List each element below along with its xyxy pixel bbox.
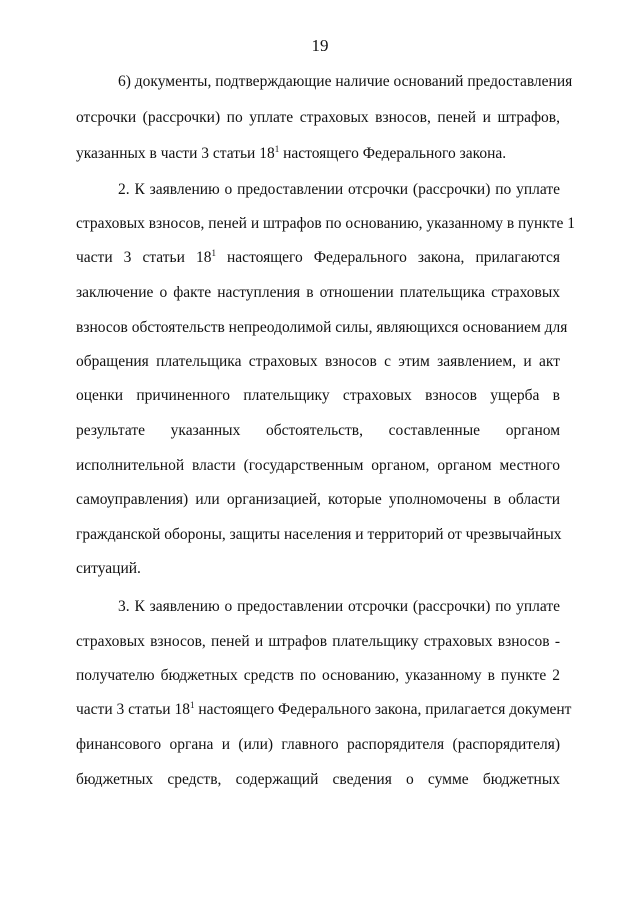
item6-line-2: отсрочки (рассрочки) по уплате страховых взносов, пеней и штрафов, bbox=[76, 109, 560, 126]
para3-line-5: финансового органа и (или) главного распорядителя (распорядителя) bbox=[76, 736, 560, 753]
page-number: 19 bbox=[311, 36, 329, 55]
para3-line-1: 3. К заявлению о предоставлении отсрочки (рассрочки) по уплате bbox=[118, 598, 560, 615]
para2-line-11: гражданской обороны, защиты населения и территорий от чрезвычайных bbox=[76, 526, 562, 543]
para2-line-3-superscript: 1 bbox=[211, 248, 216, 258]
para3-line-4-text: части 3 статьи 18 bbox=[76, 701, 190, 718]
item6-line-3-superscript: 1 bbox=[274, 144, 280, 154]
para2-line-3-text: части 3 статьи 18 bbox=[76, 249, 212, 266]
para2-line-2: страховых взносов, пеней и штрафов по основанию, указанному в пункте 1 bbox=[76, 215, 575, 232]
para2-line-3 bbox=[76, 248, 560, 268]
item6-line-3 bbox=[76, 144, 560, 164]
para2-line-3-tail: настоящего Федерального закона, прилагаются bbox=[215, 249, 560, 266]
para2-line-7: оценки причиненного плательщику страховых взносов ущерба в bbox=[76, 387, 560, 404]
para2-line-9: исполнительной власти (государственным органом, органом местного bbox=[76, 457, 560, 474]
para3-line-4-superscript: 1 bbox=[189, 700, 195, 710]
para2-line-6: обращения плательщика страховых взносов с этим заявлением, и акт bbox=[76, 353, 560, 370]
para2-line-5: взносов обстоятельств непреодолимой силы, являющихся основанием для bbox=[76, 319, 568, 336]
item6-line-3-text: указанных в части 3 статьи 18 bbox=[76, 145, 275, 162]
item6-line-3-tail: настоящего Федерального закона. bbox=[279, 145, 507, 162]
para2-line-4: заключение о факте наступления в отношении плательщика страховых bbox=[76, 284, 560, 301]
para3-line-6: бюджетных средств, содержащий сведения о сумме бюджетных bbox=[76, 771, 560, 788]
para3-line-4-tail: настоящего Федерального закона, прилагается документ bbox=[194, 701, 572, 718]
item6-line-1: 6) документы, подтверждающие наличие оснований предоставления bbox=[118, 73, 573, 90]
para3-line-2: страховых взносов, пеней и штрафов плательщику страховых взносов - bbox=[76, 633, 560, 650]
para3-line-4 bbox=[76, 700, 572, 720]
para2-line-8: результате указанных обстоятельств, составленные органом bbox=[76, 422, 560, 439]
para2-line-10: самоуправления) или организацией, которые уполномочены в области bbox=[76, 491, 560, 508]
para2-line-1: 2. К заявлению о предоставлении отсрочки (рассрочки) по уплате bbox=[118, 181, 560, 198]
para2-line-12: ситуаций. bbox=[76, 560, 141, 577]
para3-line-3: получателю бюджетных средств по основанию, указанному в пункте 2 bbox=[76, 667, 560, 684]
